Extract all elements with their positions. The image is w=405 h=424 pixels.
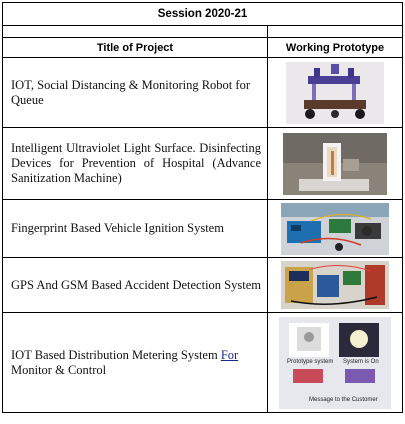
project-title: Fingerprint Based Vehicle Ignition System — [3, 200, 268, 258]
robot-photo-icon — [286, 62, 384, 124]
spacer-cell — [268, 26, 403, 38]
prototype-cell — [268, 200, 403, 258]
prototype-cell — [268, 258, 403, 313]
project-title: Intelligent Ultraviolet Light Surface. Disinfecting Devices for Prevention of Hospital (Advance Sanitization Machine) — [3, 128, 268, 200]
spacer-cell — [3, 26, 268, 38]
projects-table — [2, 2, 403, 413]
prototype-cell — [268, 128, 403, 200]
gps-gsm-circuit-photo-icon — [281, 261, 389, 309]
project-title-link: For — [220, 347, 239, 362]
prototype-cell — [268, 313, 403, 413]
project-title-tail: Monitor & Control — [11, 362, 107, 377]
circuit-board-photo-icon — [281, 203, 389, 255]
project-title-main: IOT Based Distribution Metering System — [11, 347, 221, 362]
metering-poster-photo-icon — [279, 317, 391, 409]
column-header-prototype: Working Prototype — [268, 38, 403, 58]
project-document — [2, 2, 402, 422]
project-title: GPS And GSM Based Accident Detection System — [3, 258, 268, 313]
project-title: IOT, Social Distancing & Monitoring Robot for Queue — [3, 58, 268, 128]
prototype-cell — [268, 58, 403, 128]
session-header: Session 2020-21 — [3, 3, 403, 26]
poster-left-caption: Prototype system — [287, 358, 334, 365]
poster-right-caption: System is On — [343, 358, 379, 365]
project-title — [3, 313, 268, 413]
column-header-title: Title of Project — [3, 38, 268, 58]
uv-sanitizer-photo-icon — [283, 133, 387, 195]
poster-bottom-caption: Message to the Customer — [309, 396, 378, 403]
